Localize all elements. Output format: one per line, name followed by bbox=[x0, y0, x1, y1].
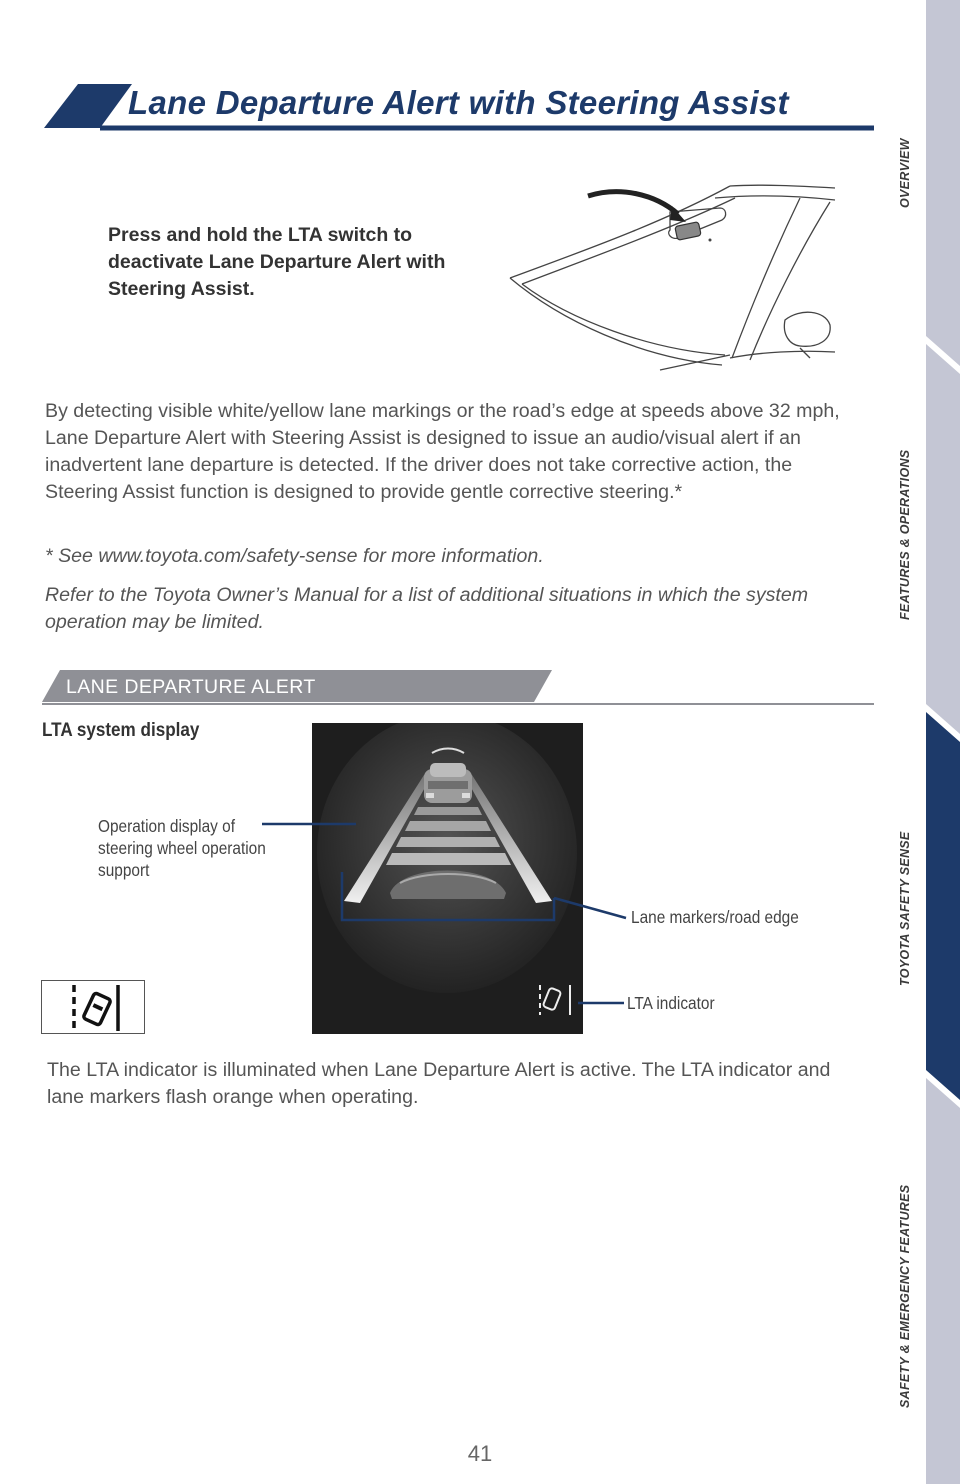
lta-indicator-icon-box bbox=[41, 980, 145, 1034]
side-tab-features bbox=[926, 344, 960, 734]
callout-lane-markers: Lane markers/road edge bbox=[631, 907, 799, 927]
callout-lta-indicator: LTA indicator bbox=[627, 993, 715, 1013]
side-tab-overview bbox=[926, 0, 960, 366]
side-tab-label-safety-sense[interactable]: TOYOTA SAFETY SENSE bbox=[898, 831, 912, 986]
page-number: 41 bbox=[467, 1441, 493, 1466]
side-tab-safety-sense bbox=[926, 712, 960, 1100]
callout-operation-display: Operation display of steering wheel operation support bbox=[98, 816, 266, 880]
support-bar-2 bbox=[405, 821, 491, 831]
windshield-illustration bbox=[500, 180, 840, 375]
description-paragraph: By detecting visible white/yellow lane markings or the road’s edge at speeds above 32 mph, Lane Departure Alert with Steering Assist is designed to issue an audio/visual alert if an inadvertent lane departure is detected. If the driver does not take corrective action, the Steering Assist function is designed to provide gentle corrective steering.* bbox=[45, 400, 840, 503]
side-tab-emergency bbox=[926, 1078, 960, 1484]
side-tab-label-overview[interactable]: OVERVIEW bbox=[898, 138, 912, 208]
lead-car bbox=[424, 763, 472, 803]
refer-note: Refer to the Toyota Owner’s Manual for a list of additional situations in which the system operation may be limited. bbox=[45, 584, 809, 633]
support-bar-3 bbox=[396, 837, 500, 847]
illustration-caption: Press and hold the LTA switch to deactivate Lane Departure Alert with Steering Assist. bbox=[108, 224, 446, 300]
side-tab-label-emergency[interactable]: SAFETY & EMERGENCY FEATURES bbox=[898, 1184, 912, 1408]
lta-display-heading: LTA system display bbox=[42, 720, 200, 741]
section-title: LANE DEPARTURE ALERT bbox=[66, 676, 316, 698]
side-tab-label-features[interactable]: FEATURES & OPERATIONS bbox=[898, 449, 912, 620]
support-bar-1 bbox=[414, 807, 482, 815]
side-tab-strip bbox=[926, 0, 960, 1484]
lta-indicator-description: The LTA indicator is illuminated when Lane Departure Alert is active. The LTA indicator and lane markers flash orange when operating. bbox=[47, 1059, 831, 1108]
page-title: Lane Departure Alert with Steering Assist bbox=[128, 84, 789, 121]
footnote: * See www.toyota.com/safety-sense for more information. bbox=[45, 545, 544, 567]
lta-system-display bbox=[312, 723, 583, 1034]
support-bar-4 bbox=[386, 853, 511, 865]
lta-indicator-icon bbox=[42, 981, 146, 1035]
